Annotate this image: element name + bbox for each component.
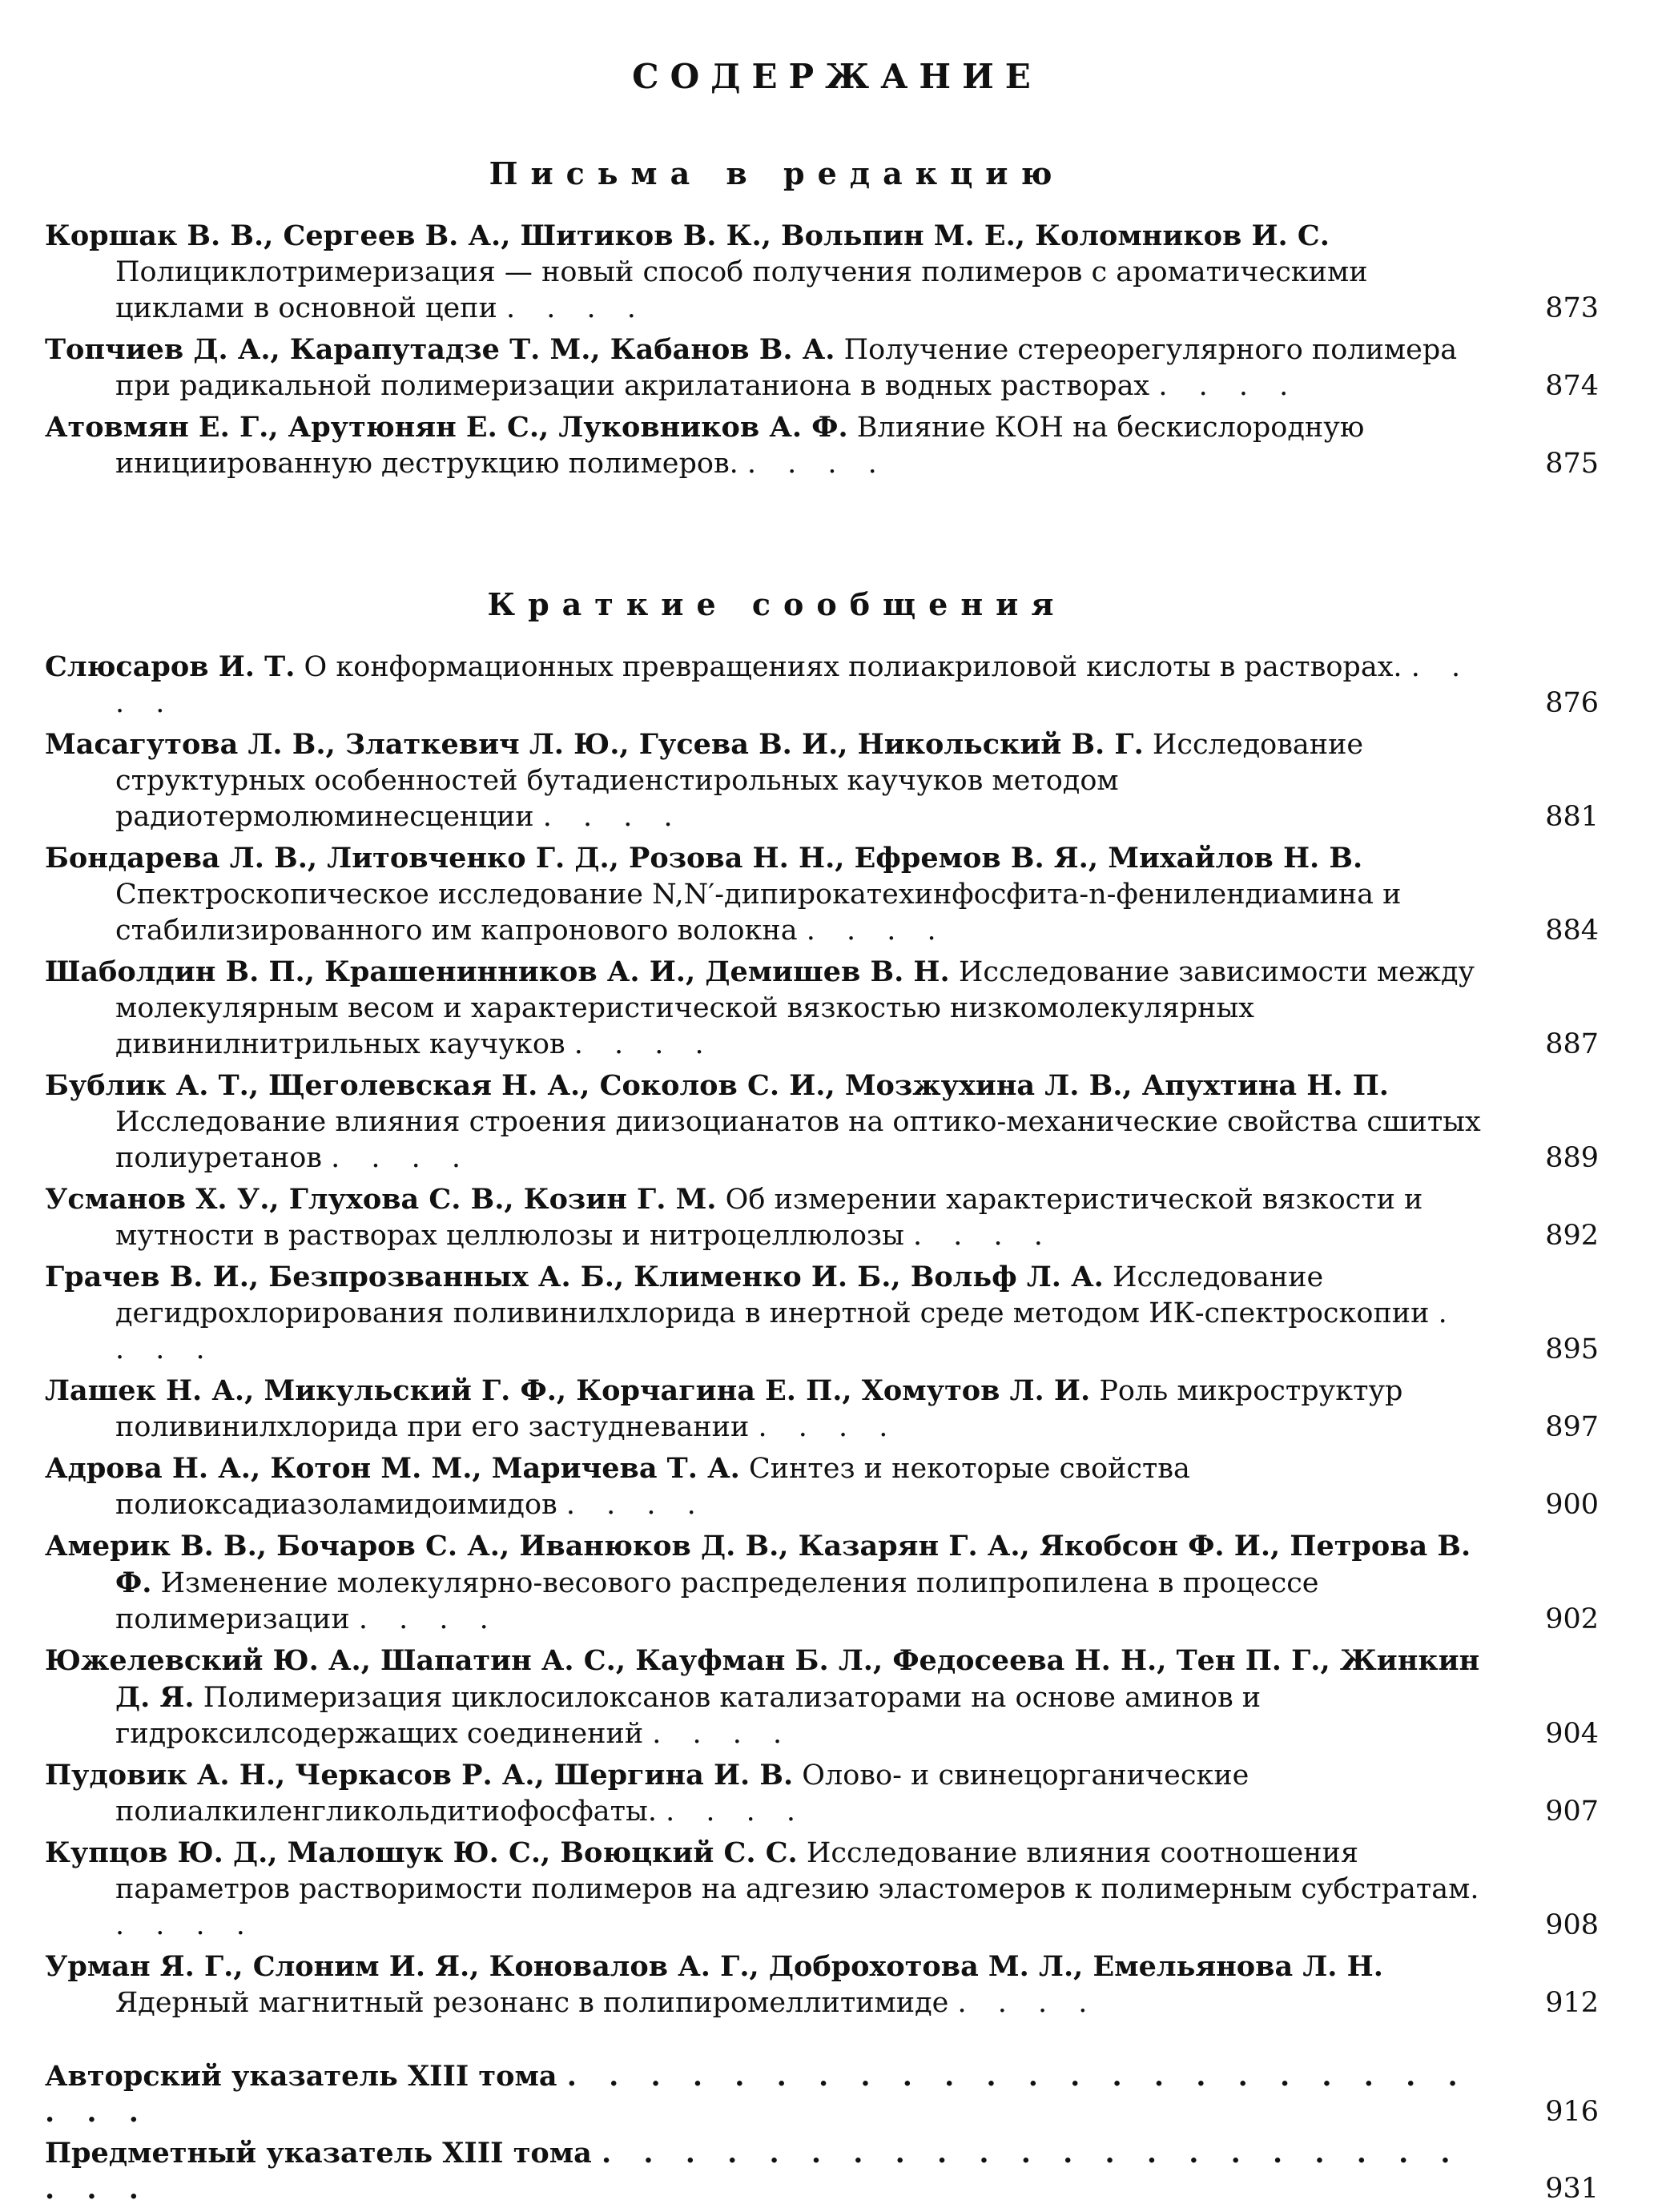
entry-title: О конформационных превращениях полиакриловой кислоты в растворах. [304, 651, 1402, 683]
entry-title: Исследование структурных особенностей бутадиенстирольных каучуков методом радиотермолюминесценции [115, 729, 1364, 833]
entry-title: Исследование зависимости между молекулярным весом и характеристической вязкостью низкомолекулярных дивинилнитрильных каучуков [115, 956, 1475, 1060]
entry-page: 897 [1545, 1411, 1599, 1443]
page-title: СОДЕРЖАНИЕ [632, 57, 1042, 96]
entry-page: 912 [1545, 1987, 1599, 2019]
entry-page: 881 [1545, 801, 1599, 833]
entry-authors: Слюсаров И. Т. [45, 650, 296, 683]
entry-title: Синтез и некоторые свойства полиоксадиазоламидоимидов [115, 1453, 1190, 1521]
entry-page: 873 [1545, 292, 1599, 324]
entry-page: 875 [1545, 448, 1599, 480]
entry-authors: Усманов Х. У., Глухова С. В., Козин Г. М. [45, 1183, 717, 1216]
toc-entry[interactable]: Коршак В. В., Сергеев В. А., Шитиков В. К., Вольпин М. Е., Коломников И. С. Полициклотримеризация — новый способ получения полимеров с ароматическими циклами в основной цепи . . . . 873 [45, 218, 1599, 327]
entry-authors: Бондарева Л. В., Литовченко Г. Д., Розова Н. Н., Ефремов В. Я., Михайлов Н. В. [45, 842, 1363, 875]
toc-entry[interactable]: Бондарева Л. В., Литовченко Г. Д., Розова Н. Н., Ефремов В. Я., Михайлов Н. В. Спектроскопическое исследование N,N′-дипирокатехинфосфита-n-фенилендиамина и стабилизированного им капронового волокна . . . . 884 [45, 840, 1599, 949]
entry-authors: Масагутова Л. В., Златкевич Л. Ю., Гусева В. И., Никольский В. Г. [45, 728, 1144, 761]
entry-title: Олово- и свинецорганические полиалкиленгликольдитиофосфаты. [115, 1760, 1249, 1828]
entry-title: Полимеризация циклосилоксанов катализаторами на основе аминов и гидроксилсодержащих соединений [115, 1682, 1262, 1750]
entry-page: 884 [1545, 915, 1599, 947]
entry-authors: Урман Я. Г., Слоним И. Я., Коновалов А. Г., Доброхотова М. Л., Емельянова Л. Н. [45, 1950, 1383, 1983]
toc-entry[interactable]: Слюсаров И. Т. О конформационных превращениях полиакриловой кислоты в растворах. . . . . 876 [45, 649, 1599, 722]
entry-page: 907 [1545, 1796, 1599, 1828]
toc-entry[interactable]: Бублик А. Т., Щеголевская Н. А., Соколов С. И., Мозжухина Л. В., Апухтина Н. П. Исследование влияния строения диизоцианатов на оптико-механические свойства сшитых полиуретанов . . . . 889 [45, 1068, 1599, 1176]
entry-authors: Бублик А. Т., Щеголевская Н. А., Соколов С. И., Мозжухина Л. В., Апухтина Н. П. [45, 1069, 1389, 1102]
section-short-reports-entries [45, 649, 1599, 2212]
toc-entry[interactable]: Америк В. В., Бочаров С. А., Иванюков Д. В., Казарян Г. А., Якобсон Ф. И., Петрова В. Ф. Изменение молекулярно-весового распределения полипропилена в процессе полимеризации . . . . 902 [45, 1528, 1599, 1638]
toc-entry[interactable]: Топчиев Д. А., Карапутадзе Т. М., Кабанов В. А. Получение стереорегулярного полимера при радикальной полимеризации акрилатаниона в водных растворах . . . . 874 [45, 332, 1599, 404]
entry-authors: Лашек Н. А., Микульский Г. Ф., Корчагина Е. П., Хомутов Л. И. [45, 1374, 1091, 1407]
entry-authors: Шаболдин В. П., Крашенинников А. И., Демишев В. Н. [45, 955, 950, 988]
index-label: Авторский указатель XIII тома [45, 2060, 557, 2093]
entry-title: Спектроскопическое исследование N,N′-дипирокатехинфосфита-n-фенилендиамина и стабилизированного им капронового волокна [115, 879, 1402, 947]
entry-title: Ядерный магнитный резонанс в полипиромеллитимиде [115, 1987, 949, 2019]
entry-page: 887 [1545, 1028, 1599, 1060]
section-letters-entries [45, 218, 1599, 487]
entry-title: Об измерении характеристической вязкости и мутности в растворах целлюлозы и нитроцеллюлозы [115, 1184, 1423, 1252]
toc-entry[interactable]: Лашек Н. А., Микульский Г. Ф., Корчагина Е. П., Хомутов Л. И. Роль микроструктур поливинилхлорида при его застудневании . . . . 897 [45, 1373, 1599, 1446]
toc-entry[interactable]: Усманов Х. У., Глухова С. В., Козин Г. М. Об измерении характеристической вязкости и мутности в растворах целлюлозы и нитроцеллюлозы . . . . 892 [45, 1181, 1599, 1254]
entry-authors: Топчиев Д. А., Карапутадзе Т. М., Кабанов В. А. [45, 333, 835, 366]
entry-title: Получение стереорегулярного полимера при радикальной полимеризации акрилатаниона в водных растворах [115, 334, 1458, 402]
toc-entry[interactable]: Грачев В. И., Безпрозванных А. Б., Клименко И. Б., Вольф Л. А. Исследование дегидрохлорирования поливинилхлорида в инертной среде методом ИК-спектроскопии . . . . 895 [45, 1259, 1599, 1368]
entry-title: Исследование влияния строения диизоцианатов на оптико-механические свойства сшитых полиуретанов [115, 1106, 1481, 1174]
entry-page: 900 [1545, 1489, 1599, 1521]
index-entry-authors[interactable]: Авторский указатель XIII тома . . . . . . . . . . . . . . . . . . . . . . . . . 916 [45, 2060, 1599, 2129]
index-page: 931 [1545, 2173, 1599, 2205]
entry-authors: Коршак В. В., Сергеев В. А., Шитиков В. К., Вольпин М. Е., Коломников И. С. [45, 219, 1330, 252]
toc-entry[interactable]: Шаболдин В. П., Крашенинников А. И., Демишев В. Н. Исследование зависимости между молекулярным весом и характеристической вязкостью низкомолекулярных дивинилнитрильных каучуков . . . . 887 [45, 954, 1599, 1063]
entry-title: Роль микроструктур поливинилхлорида при его застудневании [115, 1375, 1403, 1443]
entry-page: 874 [1545, 370, 1599, 402]
entry-page: 908 [1545, 1909, 1599, 1941]
toc-entry[interactable]: Урман Я. Г., Слоним И. Я., Коновалов А. Г., Доброхотова М. Л., Емельянова Л. Н. Ядерный магнитный резонанс в полипиромеллитимиде . . . . 912 [45, 1949, 1599, 2021]
section-heading-short-reports: Краткие сообщения [487, 586, 1067, 622]
entry-authors: Купцов Ю. Д., Малошук Ю. С., Воюцкий С. С. [45, 1836, 798, 1869]
toc-entry[interactable]: Адрова Н. А., Котон М. М., Маричева Т. А. Синтез и некоторые свойства полиоксадиазоламидоимидов . . . . 900 [45, 1450, 1599, 1523]
index-entry-subjects[interactable]: Предметный указатель XIII тома . . . . . . . . . . . . . . . . . . . . . . . . 931 [45, 2137, 1599, 2206]
entry-authors: Америк В. В., Бочаров С. А., Иванюков Д. В., Казарян Г. А., Якобсон Ф. И., Петрова В. Ф. [45, 1530, 1471, 1599]
entry-authors: Атовмян Е. Г., Арутюнян Е. С., Луковников А. Ф. [45, 411, 848, 444]
entry-authors: Южелевский Ю. А., Шапатин А. С., Кауфман Б. Л., Федосеева Н. Н., Тен П. Г., Жинкин Д. Я. [45, 1644, 1480, 1714]
entry-authors: Пудовик А. Н., Черкасов Р. А., Шергина И. В. [45, 1759, 794, 1792]
entry-page: 892 [1545, 1220, 1599, 1252]
entry-page: 902 [1545, 1603, 1599, 1635]
entry-authors: Адрова Н. А., Котон М. М., Маричева Т. А. [45, 1452, 740, 1485]
section-heading-letters: Письма в редакцию [489, 155, 1065, 191]
toc-entry[interactable]: Атовмян Е. Г., Арутюнян Е. С., Луковников А. Ф. Влияние КОН на бескислородную инициированную деструкцию полимеров. . . . . 875 [45, 409, 1599, 482]
entry-title: Изменение молекулярно-весового распределения полипропилена в процессе полимеризации [115, 1567, 1319, 1635]
entry-title: Исследование влияния соотношения параметров растворимости полимеров на адгезию эластомеров к полимерным субстратам. [115, 1837, 1479, 1905]
index-label: Предметный указатель XIII тома [45, 2137, 592, 2170]
entry-page: 876 [1545, 687, 1599, 719]
entry-page: 895 [1545, 1333, 1599, 1365]
toc-entry[interactable]: Масагутова Л. В., Златкевич Л. Ю., Гусева В. И., Никольский В. Г. Исследование структурных особенностей бутадиенстирольных каучуков методом радиотермолюминесценции . . . . 881 [45, 726, 1599, 835]
entry-authors: Грачев В. И., Безпрозванных А. Б., Клименко И. Б., Вольф Л. А. [45, 1261, 1104, 1293]
toc-entry[interactable]: Пудовик А. Н., Черкасов Р. А., Шергина И. В. Олово- и свинецорганические полиалкиленгликольдитиофосфаты. . . . . 907 [45, 1757, 1599, 1830]
entry-title: Исследование дегидрохлорирования поливинилхлорида в инертной среде методом ИК-спектроскопии [115, 1261, 1430, 1329]
toc-entry[interactable]: Купцов Ю. Д., Малошук Ю. С., Воюцкий С. С. Исследование влияния соотношения параметров растворимости полимеров на адгезию эластомеров к полимерным субстратам. . . . . 908 [45, 1835, 1599, 1944]
entry-page: 889 [1545, 1142, 1599, 1174]
entry-title: Полициклотримеризация — новый способ получения полимеров с ароматическими циклами в основной цепи [115, 256, 1368, 324]
entry-title: Влияние КОН на бескислородную инициированную деструкцию полимеров. [115, 412, 1365, 480]
index-page: 916 [1545, 2096, 1599, 2128]
entry-page: 904 [1545, 1718, 1599, 1750]
toc-entry[interactable]: Южелевский Ю. А., Шапатин А. С., Кауфман Б. Л., Федосеева Н. Н., Тен П. Г., Жинкин Д. Я. Полимеризация циклосилоксанов катализаторами на основе аминов и гидроксилсодержащих соединений . . . . 904 [45, 1643, 1599, 1752]
